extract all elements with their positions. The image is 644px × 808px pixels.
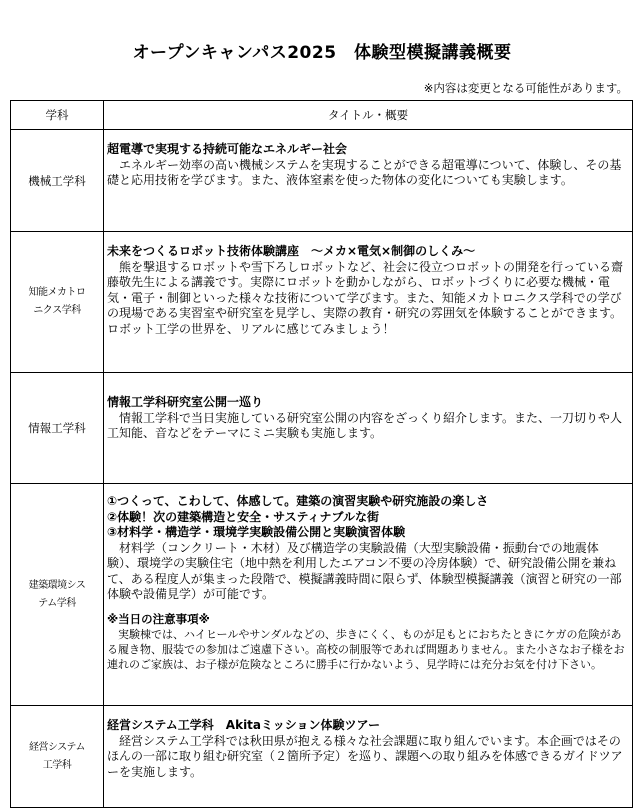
- lecture-description: 経営システム工学科では秋田県が抱える様々な社会課題に取り組んでいます。本企画ではそのほんの一部に取り組む研究室（２箇所予定）を巡り、課題への取り組みを体感できるガイドツアーを実施します。: [107, 733, 623, 779]
- lecture-outline-table: [10, 100, 633, 808]
- lecture-description: 材料学（コンクリート・木材）及び構造学の実験設備（大型実験設備・振動台での地震体験）、環境学の実験住宅（地中熱を利用したエアコン不要の冷房体験）で、研究設備公開を兼ねて、ある程度人が集まった段階で、模擬講義時間に限らず、体験型模擬講義（演習と研究の一部体験や設備見学）が可能です。: [107, 540, 622, 601]
- content-cell: [104, 373, 633, 484]
- caution-heading: ※当日の注意事項※: [107, 611, 210, 626]
- dept-name-mechanical: 機械工学科: [28, 173, 86, 188]
- caution-text: 実験棟では、ハイヒールやサンダルなどの、歩きにくく、ものが足もとにおちたときにケガの危険がある履き物、服装での参加はご遠慮下さい。高校の制服等であれば問題ありません。また小さなお子様をお連れのご家族は、お子様が危険なところに勝手に行かないよう、見学時には充分お気を付け下さい。: [107, 628, 625, 671]
- lecture-title-1: ①つくって、こわして、体感して。建築の演習実験や研究施設の楽しさ: [107, 494, 489, 508]
- table-row: [11, 706, 633, 808]
- page-title: オープンキャンパス2025 体験型模擬講義概要: [132, 43, 512, 63]
- content-cell: [104, 130, 633, 232]
- lecture-description: 熊を撃退するロボットや雪下ろしロボットなど、社会に役立つロボットの開発を行っている齋藤敬先生による講義です。実際にロボットを動かしながら、ロボットづくりに必要な機械・電気・電子・制御といった様々な技術について学びます。また、知能メカトロニクス学科での学びの現場である実習室や研究室を見学し、実際の教育・研究の雰囲気を体験することができます。ロボット工学の世界を、リアルに感じてみましょう！: [107, 259, 624, 336]
- lecture-description: 情報工学科で当日実施している研究室公開の内容をざっくり紹介します。また、一刀切りや人工知能、音などをテーマにミニ実験も実施します。: [107, 410, 623, 440]
- lecture-title: 情報工学科研究室公開一巡り: [107, 395, 264, 409]
- content-cell: [104, 232, 633, 373]
- table-row: [11, 484, 633, 706]
- dept-name-management: 経営システム工学科: [29, 741, 85, 771]
- dept-name-information: 情報工学科: [28, 421, 86, 435]
- lecture-title: 未来をつくるロボット技術体験講座 ～メカ×電気×制御のしくみ～: [107, 244, 476, 258]
- column-header-title: タイトル・概要: [104, 101, 633, 130]
- content-cell: [104, 706, 633, 808]
- lecture-title-3: ③材料学・構造学・環境学実験設備公開と実験演習体験: [107, 525, 406, 539]
- dept-cell: [11, 706, 104, 808]
- lecture-title: 超電導で実現する持続可能なエネルギー社会: [107, 142, 348, 156]
- dept-name-architecture: 建築環境システム学科: [28, 579, 86, 609]
- dept-cell: [11, 484, 104, 706]
- lecture-title: 経営システム工学科 Akitaミッション体験ツアー: [107, 718, 381, 732]
- dept-cell: [11, 373, 104, 484]
- content-cell: [104, 484, 633, 706]
- dept-cell: [11, 232, 104, 373]
- table-row: [11, 373, 633, 484]
- dept-name-mechatronics: 知能メカトロニクス学科: [28, 287, 86, 316]
- lecture-title-2: ②体験！次の建築構造と安全・サスティナブルな街: [107, 509, 380, 524]
- dept-cell: [11, 130, 104, 232]
- table-row: [11, 130, 633, 232]
- change-notice: ※内容は変更となる可能性があります。: [423, 81, 628, 95]
- table-header-row: [11, 101, 633, 130]
- lecture-description: エネルギー効率の高い機械システムを実現することができる超電導について、体験し、その基礎と応用技術を学びます。また、液体窒素を使った物体の変化についても実験します。: [107, 157, 622, 187]
- table-row: [11, 232, 633, 373]
- column-header-dept: 学科: [11, 101, 104, 130]
